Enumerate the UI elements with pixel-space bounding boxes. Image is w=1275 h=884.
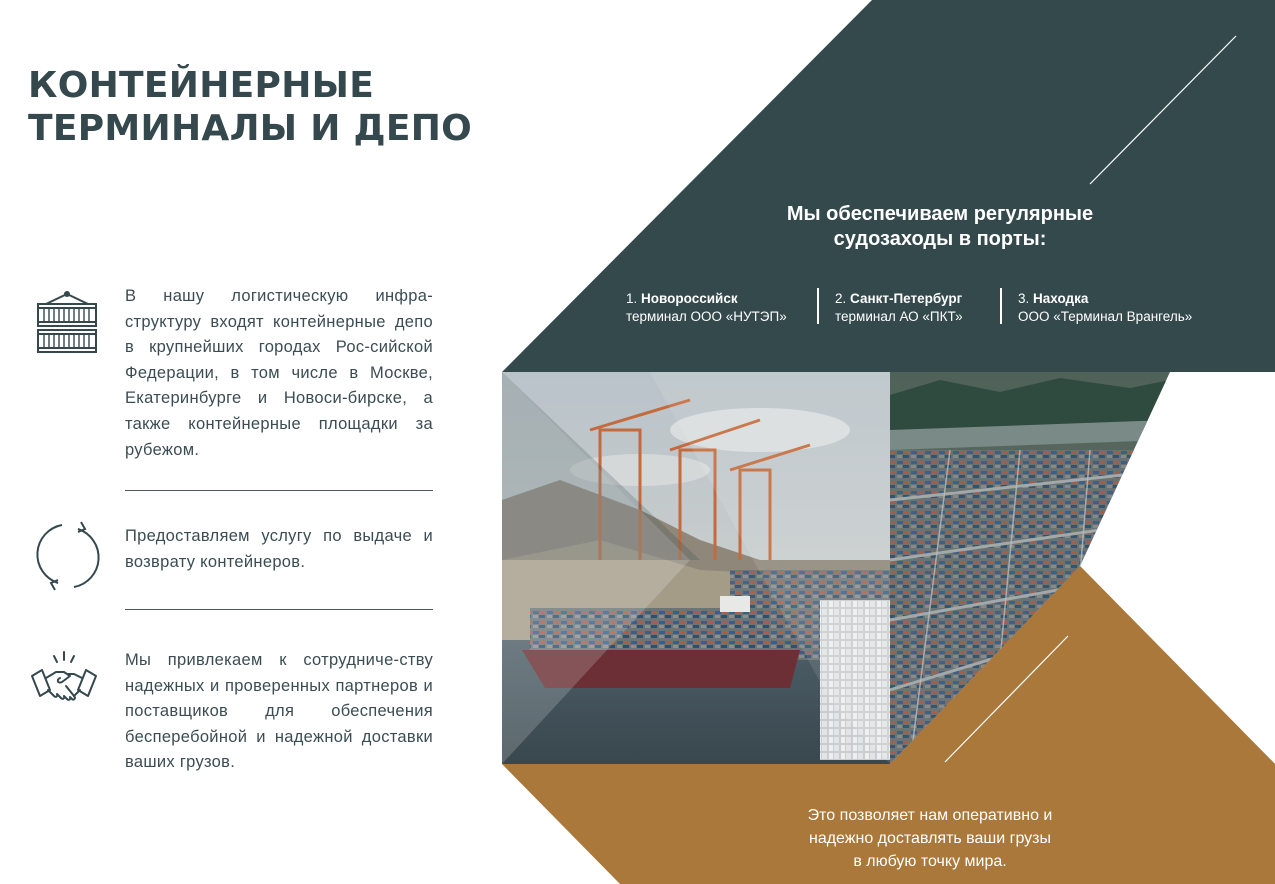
port-terminal: терминал ООО «НУТЭП»	[626, 309, 787, 324]
port-number: 2.	[835, 291, 847, 306]
feature-text: Мы привлекаем к сотрудниче-ству надежных и проверенных партнеров и поставщиков для обеспечения бесперебойной и надежной доставки ваших грузов.	[125, 651, 433, 772]
port-city: Санкт-Петербург	[850, 291, 963, 306]
port-item-spb	[835, 290, 963, 326]
ports-heading-line-2: судозаходы в порты:	[833, 228, 1047, 250]
footer-line-3: в любую точку мира.	[853, 853, 1007, 870]
title-line-2: ТЕРМИНАЛЫ И ДЕПО	[28, 108, 473, 149]
port-terminal: ООО «Терминал Врангель»	[1018, 309, 1193, 324]
ports-heading-line-1: Мы обеспечиваем регулярные	[786, 203, 1094, 225]
ports-heading	[730, 202, 1150, 252]
feature-text: В нашу логистическую инфра-структуру входят контейнерные депо в крупнейших городах Рос-сийской Федерации, в том числе в Москве, Екатеринбурге и Новоси-бирске, а также контейнерные площадки за рубежом.	[125, 287, 433, 459]
port-separator	[817, 288, 819, 324]
port-item-novorossiysk	[626, 290, 787, 326]
port-city: Новороссийск	[641, 291, 738, 306]
port-city: Находка	[1033, 291, 1089, 306]
footer-statement	[760, 804, 1100, 873]
footer-line-1: Это позволяет нам оперативно и	[807, 807, 1053, 824]
feature-text: Предоставляем услугу по выдаче и возврату контейнеров.	[125, 527, 433, 571]
port-terminal: терминал АО «ПКТ»	[835, 309, 963, 324]
port-ship-photo	[502, 372, 890, 764]
port-separator	[1000, 288, 1002, 324]
port-number: 1.	[626, 291, 638, 306]
title-line-1: КОНТЕЙНЕРНЫЕ	[28, 65, 375, 106]
footer-line-2: надежно доставлять ваши грузы	[808, 830, 1052, 847]
port-number: 3.	[1018, 291, 1030, 306]
port-item-nakhodka	[1018, 290, 1192, 326]
